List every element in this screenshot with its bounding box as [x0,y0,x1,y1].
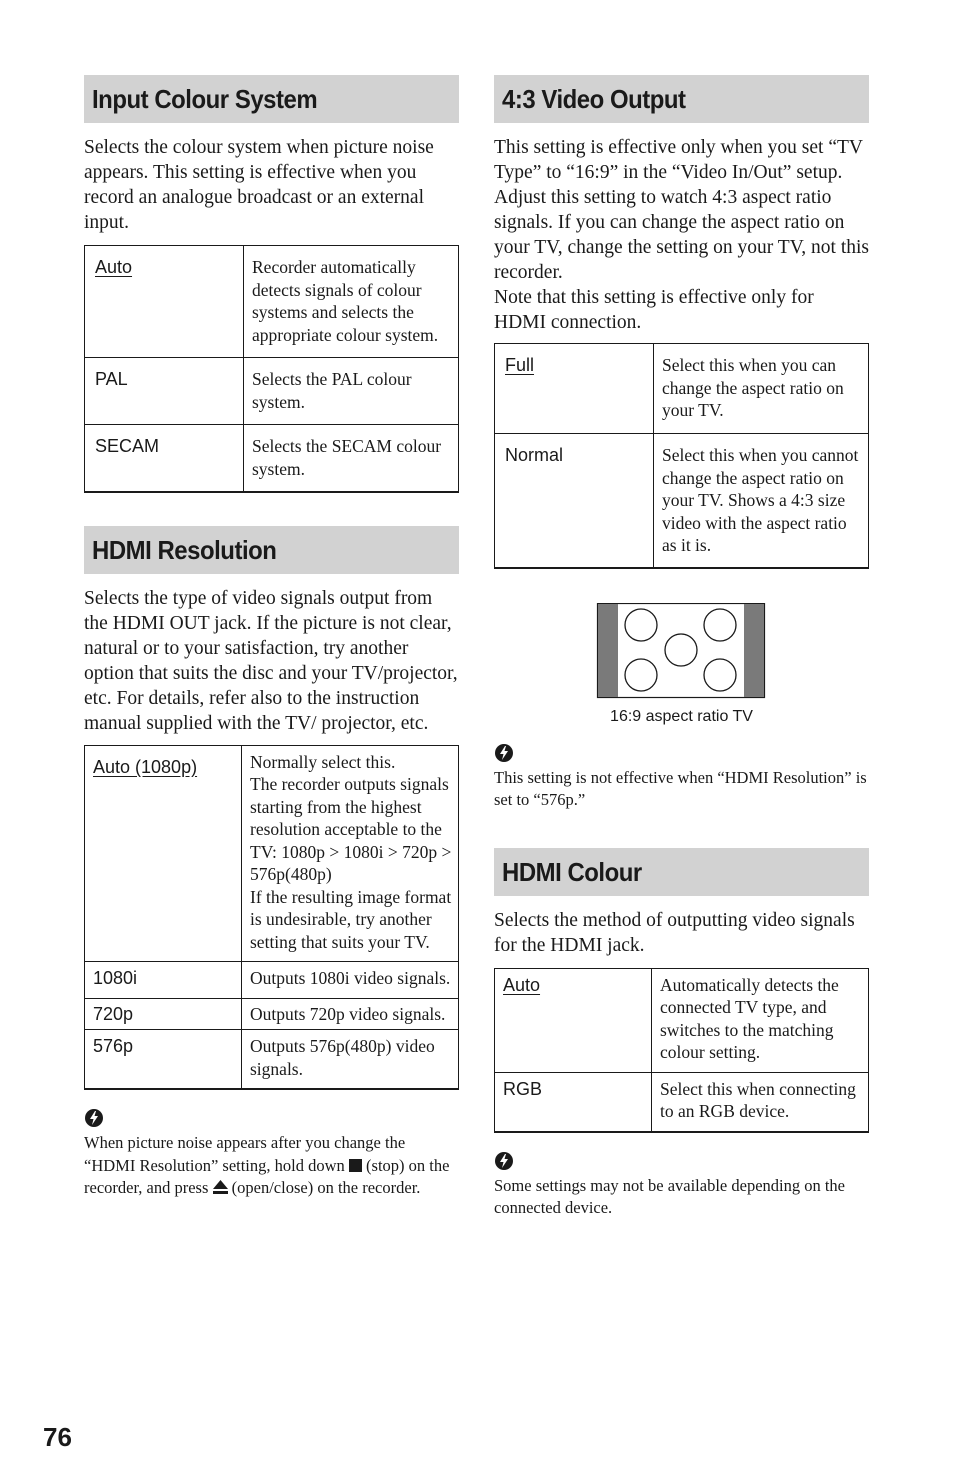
hdmi-resolution-tip [84,1108,459,1200]
page-number: 76 [43,1422,72,1452]
option-description: Outputs 720p video signals. [242,998,459,1030]
option-description: Automatically detects the connected TV type, and switches to the matching colour setting. [652,968,869,1072]
option-description: Outputs 576p(480p) video signals. [242,1030,459,1090]
option-key: 720p [85,998,242,1030]
video-output-description [494,135,869,335]
option-key: PAL [85,358,244,425]
table-row [85,358,459,425]
tip-lightning-icon [84,1108,104,1128]
section-heading-input-colour-system: Input Colour System [84,75,459,123]
option-key: 576p [85,1030,242,1090]
aspect-ratio-diagram [494,603,869,733]
table-row [495,1072,869,1132]
option-line: The recorder outputs signals starting from the highest resolution acceptable to the TV: 1080p > 1080i > 720p > 576p(480p) [250,774,452,884]
option-key: Full [495,344,654,434]
option-description: Selects the PAL colour system. [244,358,459,425]
stop-square-icon [349,1159,362,1172]
option-line: Normally select this. [250,751,396,772]
input-colour-options-table [84,245,459,493]
hdmi-colour-description: Selects the method of outputting video signals for the HDMI jack. [494,909,855,956]
eject-icon [213,1180,228,1194]
hdmi-resolution-options-table [84,745,459,1091]
option-key: RGB [495,1072,652,1132]
option-description: Select this when connecting to an RGB device. [652,1072,869,1132]
right-column [494,75,869,1220]
option-description: Selects the SECAM colour system. [244,425,459,492]
video-output-options-table [494,343,869,569]
paragraph: This setting is effective only when you set “TV Type” to “16:9” in the “Video In/Out” setup. [494,137,863,183]
input-colour-description: Selects the colour system when picture noise appears. This setting is effective when you record an analogue broadcast or an external input. [84,137,434,233]
table-row [85,962,459,999]
option-key: Auto (1080p) [85,745,242,962]
hdmi-resolution-description: Selects the type of video signals output from the HDMI OUT jack. If the picture is not clear, natural or to your satisfaction, try another option that suits the disc and your TV/projector, etc. For details, refer also to the instruction manual supplied with the TV/ projector, etc. [84,587,458,734]
table-row [495,344,869,434]
tip-lightning-icon [494,743,514,763]
paragraph: Adjust this setting to watch 4:3 aspect ratio signals. If you can change the aspect ratio on your TV, change the setting on your TV, not this recorder. [494,187,869,283]
tv-16-9-illustration [494,603,869,703]
section-heading-hdmi-resolution: HDMI Resolution [84,526,459,574]
table-row [85,425,459,492]
paragraph: Note that this setting is effective only for HDMI connection. [494,287,814,333]
option-key: Normal [495,434,654,568]
tip-text: This setting is not effective when “HDMI Resolution” is set to “576p.” [494,767,867,809]
video-output-tip [494,743,869,812]
section-heading-4-3-video-output: 4:3 Video Output [494,75,869,123]
tip-text: When picture noise appears after you change the “HDMI Resolution” setting, hold down (stop) on the recorder, and press (open/close) on the recorder. [84,1133,450,1197]
option-key: Auto [495,968,652,1072]
table-row [85,1030,459,1090]
diagram-caption: 16:9 aspect ratio TV [610,707,753,725]
table-row [85,246,459,358]
table-row [495,968,869,1072]
option-line: If the resulting image format is undesirable, try another setting that suits your TV. [250,886,452,952]
option-key: SECAM [85,425,244,492]
option-key: 1080i [85,962,242,999]
table-row [495,434,869,568]
table-row [85,998,459,1030]
option-description: Outputs 1080i video signals. [242,962,459,999]
option-description: Select this when you can change the aspect ratio on your TV. [654,344,869,434]
option-key: Auto [85,246,244,358]
hdmi-colour-options-table [494,968,869,1133]
option-description [242,745,459,962]
option-description: Select this when you cannot change the aspect ratio on your TV. Shows a 4:3 size video with the aspect ratio as it is. [654,434,869,568]
tip-text: Some settings may not be available depending on the connected device. [494,1175,846,1217]
section-heading-hdmi-colour: HDMI Colour [494,848,869,896]
option-description: Recorder automatically detects signals of colour systems and selects the appropriate colour system. [244,246,459,358]
tip-lightning-icon [494,1151,514,1171]
table-row [85,745,459,962]
left-column [84,75,459,1200]
hdmi-colour-tip [494,1151,869,1220]
